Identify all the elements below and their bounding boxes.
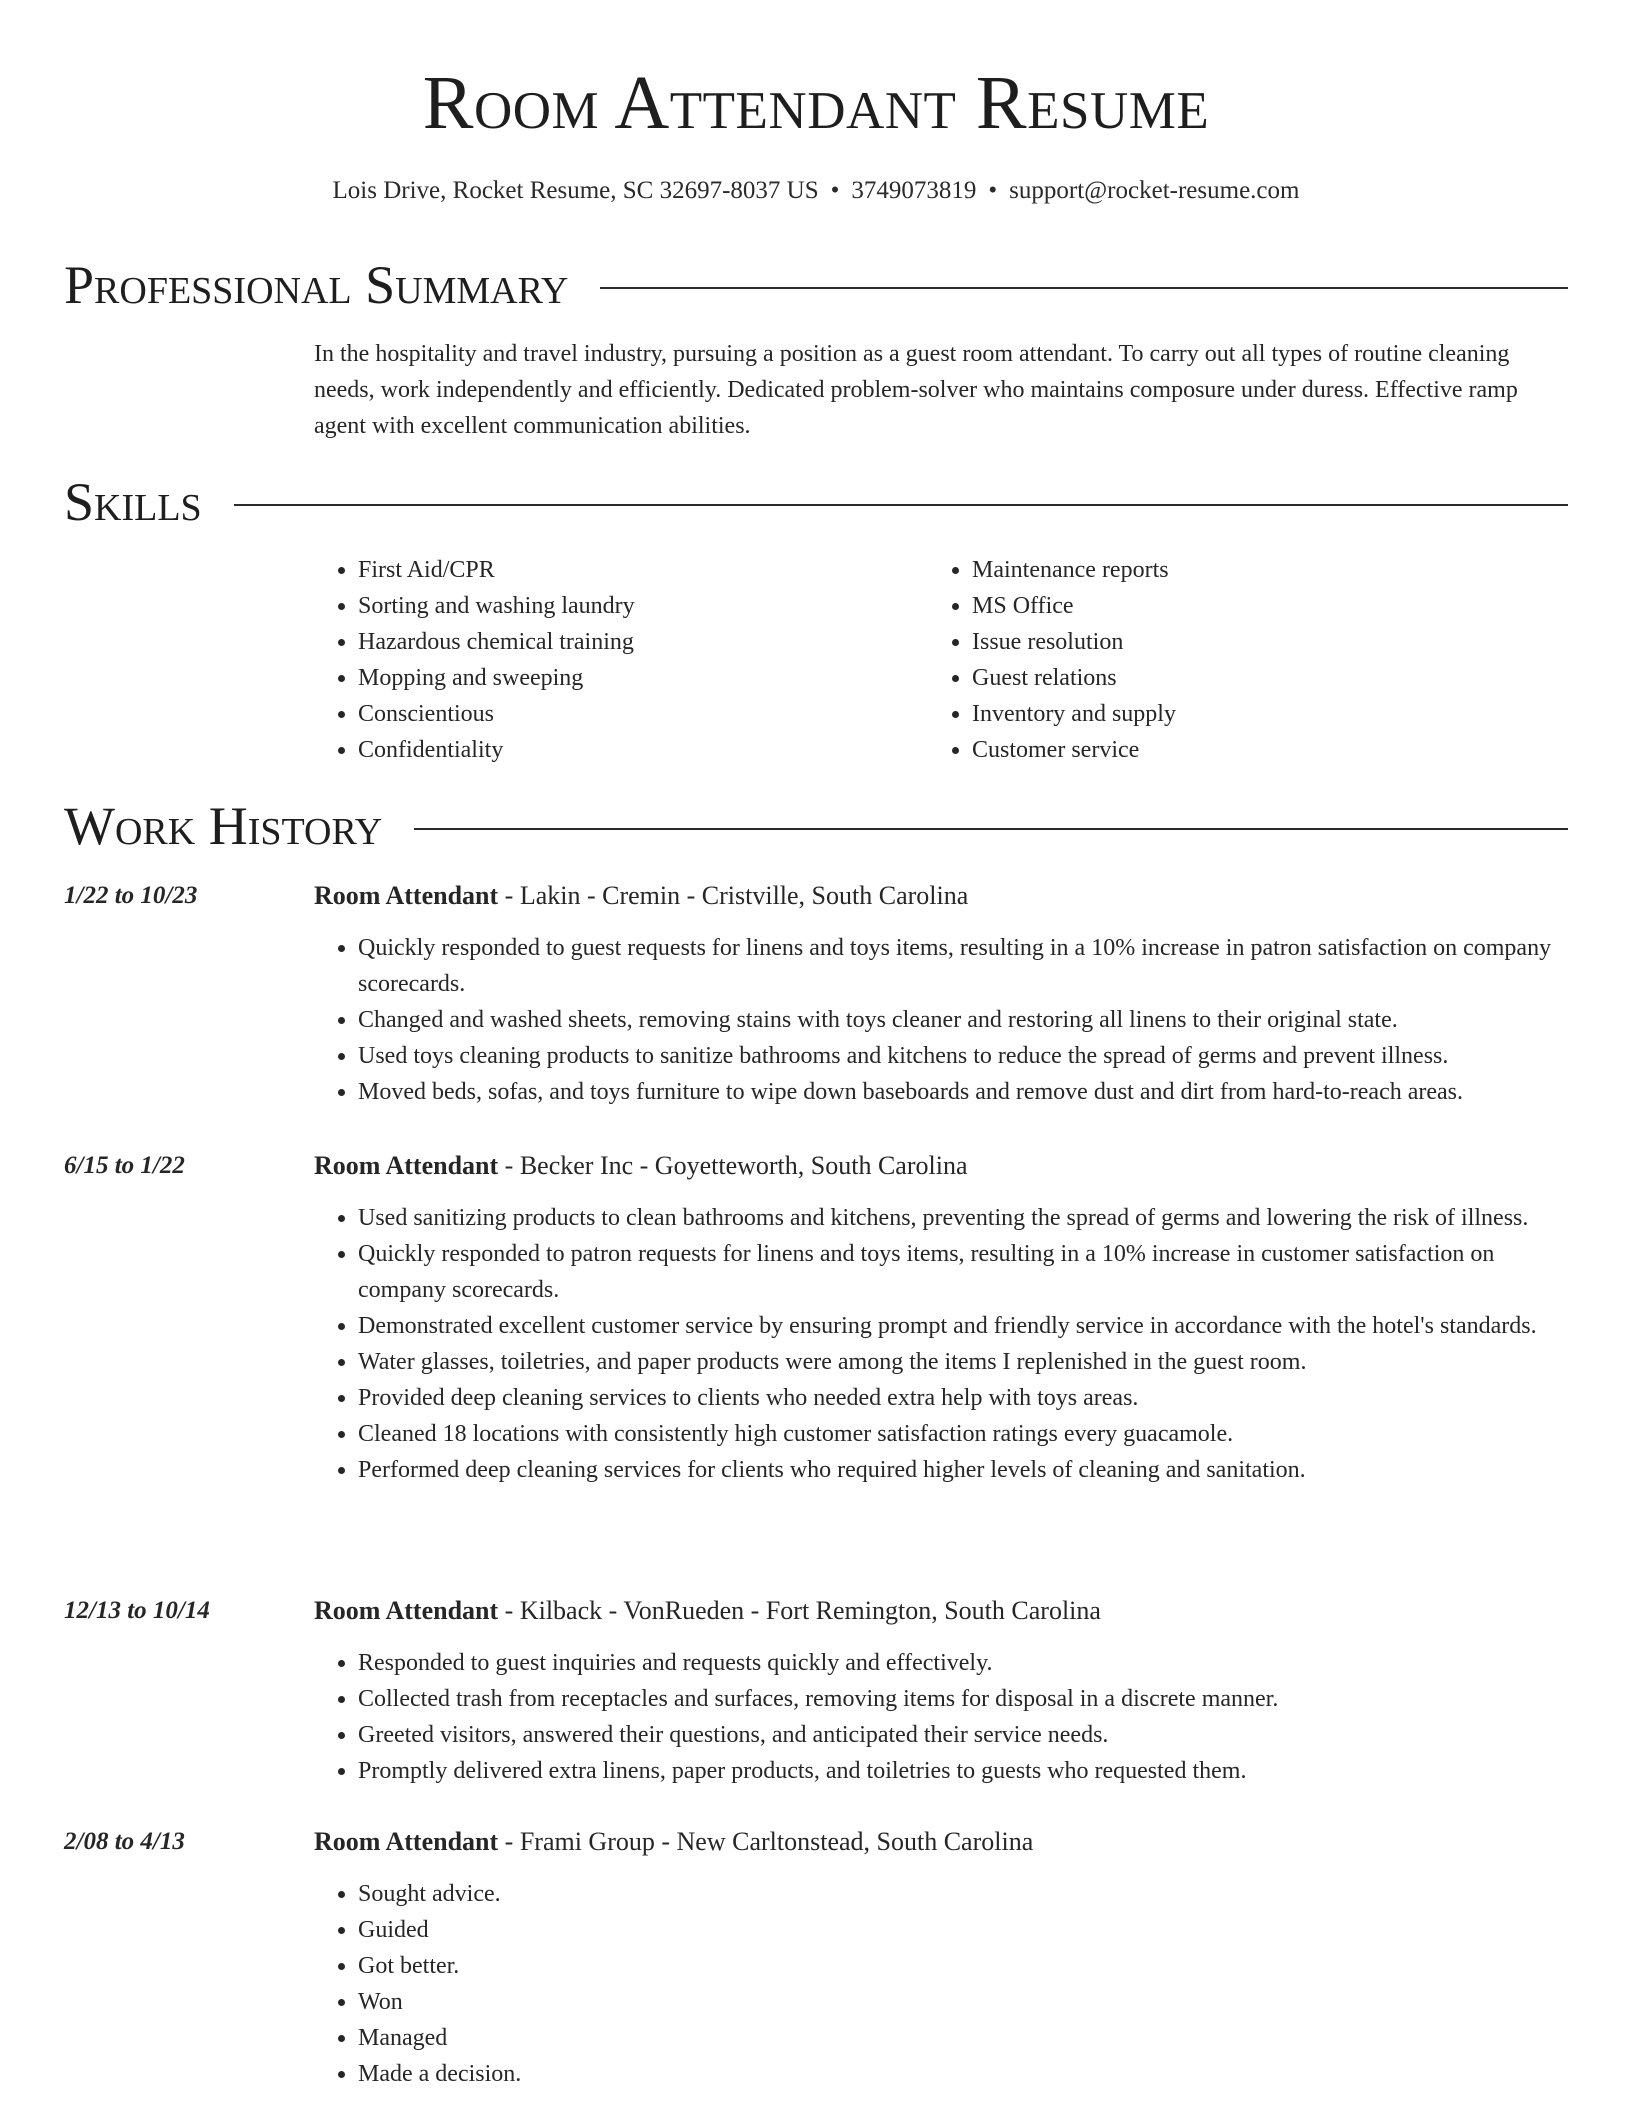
resume-title: Room Attendant Resume xyxy=(422,61,1210,145)
list-item: • Moved beds, sofas, and toys furniture to wipe down baseboards and remove dust and dirt from hard-to-reach areas. xyxy=(358,1074,1568,1110)
list-item: • Promptly delivered extra linens, paper products, and toiletries to guests who requested them. xyxy=(358,1753,1568,1789)
list-item: • Inventory and supply xyxy=(972,696,1488,732)
list-item: • Maintenance reports xyxy=(972,552,1488,588)
summary-heading-row xyxy=(64,255,1568,315)
job-dates: 12/13 to 10/14 xyxy=(64,1597,210,1624)
list-item: • Provided deep cleaning services to clients who needed extra help with toys areas. xyxy=(358,1380,1568,1416)
list-item: • Performed deep cleaning services for clients who required higher levels of cleaning and sanitation. xyxy=(358,1452,1568,1488)
list-item: • Sorting and washing laundry xyxy=(358,588,874,624)
job-bullets xyxy=(314,1876,1568,2092)
list-item: • Used sanitizing products to clean bathrooms and kitchens, preventing the spread of germs and lowering the risk of illness. xyxy=(358,1200,1568,1236)
job-heading xyxy=(314,1824,1568,1860)
skills-list-left xyxy=(314,552,874,768)
job-details: - Lakin - Cremin - Cristville, South Carolina xyxy=(498,881,969,910)
job-details: - Kilback - VonRueden - Fort Remington, South Carolina xyxy=(498,1596,1101,1625)
list-item: • Managed xyxy=(358,2020,1568,2056)
skills-column-left xyxy=(314,552,874,768)
work-heading: Work History xyxy=(64,796,383,856)
list-item: • Demonstrated excellent customer service by ensuring prompt and friendly service in accordance with the hotel's standards. xyxy=(358,1308,1568,1344)
skills-heading: Skills xyxy=(64,472,202,532)
job-role: Room Attendant xyxy=(314,1596,499,1625)
job-role: Room Attendant xyxy=(314,881,499,910)
job-bullet-list xyxy=(314,1876,1568,2092)
job-details: - Frami Group - New Carltonstead, South Carolina xyxy=(498,1827,1034,1856)
job-dates: 2/08 to 4/13 xyxy=(64,1828,185,1855)
list-item: • Guided xyxy=(358,1912,1568,1948)
job-heading xyxy=(314,1148,1568,1184)
list-item: • Conscientious xyxy=(358,696,874,732)
list-item: • Confidentiality xyxy=(358,732,874,768)
skills-heading-row xyxy=(64,472,1568,532)
contact-line xyxy=(0,174,1632,208)
list-item: • Sought advice. xyxy=(358,1876,1568,1912)
list-item: • Quickly responded to guest requests for linens and toys items, resulting in a 10% increase in patron satisfaction on company scorecards. xyxy=(358,930,1568,1002)
separator-1: • xyxy=(830,177,840,204)
list-item: • Changed and washed sheets, removing stains with toys cleaner and restoring all linens to their original state. xyxy=(358,1002,1568,1038)
phone: 3749073819 xyxy=(851,177,977,204)
section-divider xyxy=(600,287,1568,289)
job-role: Room Attendant xyxy=(314,1827,499,1856)
job-bullet-list xyxy=(314,1645,1568,1789)
list-item: • MS Office xyxy=(972,588,1488,624)
work-heading-row xyxy=(64,796,1568,856)
summary-block xyxy=(314,336,1568,444)
list-item: • Cleaned 18 locations with consistently high customer satisfaction ratings every guacamole. xyxy=(358,1416,1568,1452)
list-item: • First Aid/CPR xyxy=(358,552,874,588)
list-item: • Made a decision. xyxy=(358,2056,1568,2092)
list-item: • Won xyxy=(358,1984,1568,2020)
job-bullet-list xyxy=(314,1200,1568,1488)
list-item: • Mopping and sweeping xyxy=(358,660,874,696)
email: support@rocket-resume.com xyxy=(1009,177,1300,204)
list-item: • Responded to guest inquiries and requests quickly and effectively. xyxy=(358,1645,1568,1681)
job-heading xyxy=(314,1593,1568,1629)
list-item: • Guest relations xyxy=(972,660,1488,696)
list-item: • Quickly responded to patron requests for linens and toys items, resulting in a 10% increase in customer satisfaction on company scorecards. xyxy=(358,1236,1568,1308)
skills-list-right xyxy=(928,552,1488,768)
list-item: • Hazardous chemical training xyxy=(358,624,874,660)
job-details: - Becker Inc - Goyetteworth, South Carolina xyxy=(498,1151,968,1180)
list-item: • Got better. xyxy=(358,1948,1568,1984)
job-bullets xyxy=(314,1645,1568,1789)
job-role: Room Attendant xyxy=(314,1151,499,1180)
job-heading xyxy=(314,878,1568,914)
summary-text: In the hospitality and travel industry, pursuing a position as a guest room attendant. To carry out all types of routine cleaning needs, work independently and efficiently. Dedicated problem-solver who maintains composure under duress. Effective ramp agent with excellent communication abilities. xyxy=(314,341,1518,439)
list-item: • Customer service xyxy=(972,732,1488,768)
list-item: • Collected trash from receptacles and surfaces, removing items for disposal in a discrete manner. xyxy=(358,1681,1568,1717)
separator-2: • xyxy=(988,177,998,204)
job-bullets xyxy=(314,930,1568,1110)
address: Lois Drive, Rocket Resume, SC 32697-8037 US xyxy=(332,177,819,204)
list-item: • Water glasses, toiletries, and paper products were among the items I replenished in the guest room. xyxy=(358,1344,1568,1380)
skills-column-right xyxy=(928,552,1488,768)
summary-heading: Professional Summary xyxy=(64,255,569,315)
job-dates: 6/15 to 1/22 xyxy=(64,1152,185,1179)
list-item: • Used toys cleaning products to sanitize bathrooms and kitchens to reduce the spread of germs and prevent illness. xyxy=(358,1038,1568,1074)
list-item: • Issue resolution xyxy=(972,624,1488,660)
job-bullets xyxy=(314,1200,1568,1488)
job-bullet-list xyxy=(314,930,1568,1110)
list-item: • Greeted visitors, answered their questions, and anticipated their service needs. xyxy=(358,1717,1568,1753)
section-divider xyxy=(414,828,1568,830)
section-divider xyxy=(234,504,1568,506)
skills-block xyxy=(314,552,1568,772)
job-dates: 1/22 to 10/23 xyxy=(64,882,198,909)
